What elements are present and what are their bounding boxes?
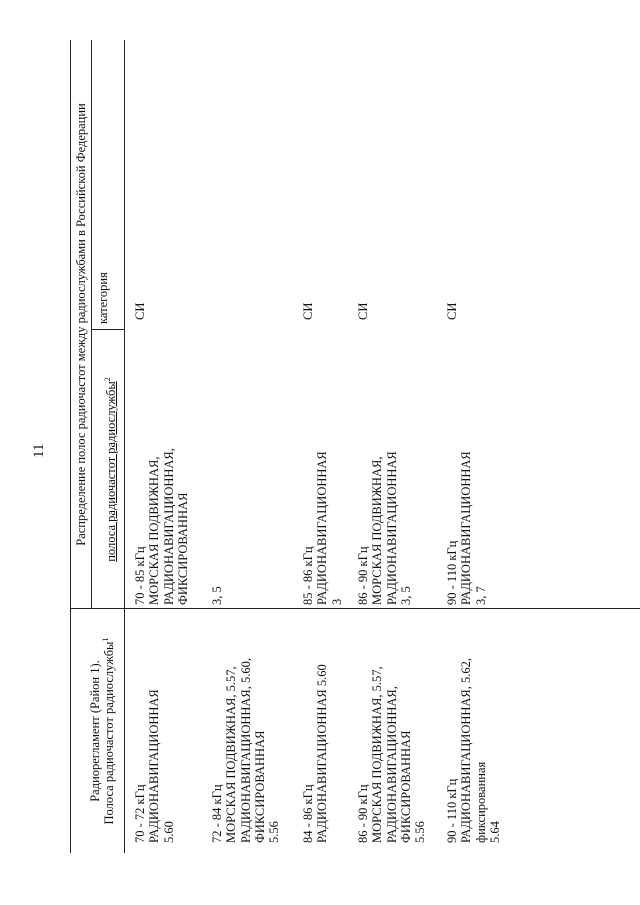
- row-4-rr: 86 - 90 кГц МОРСКАЯ ПОДВИЖНАЯ, 5.57, РАДИОНАВИГАЦИОННАЯ, ФИКСИРОВАННАЯ 5.56: [356, 666, 428, 843]
- header-rf-title: Распределение полос радиочастот между радиослужбами в Российской Федерации: [74, 103, 88, 546]
- header-bottom-border: [124, 40, 125, 853]
- table-top-border: [70, 40, 71, 853]
- row-1-rr: 70 - 72 кГц РАДИОНАВИГАЦИОННАЯ 5.60: [133, 689, 176, 843]
- row-5-rr: 90 - 110 кГц РАДИОНАВИГАЦИОННАЯ, 5.62, фиксированная 5.64: [445, 657, 502, 843]
- header-split-line: [91, 40, 92, 609]
- header-rr-title: Радиорегламент (Район 1).: [88, 660, 102, 802]
- row-3-rr: 84 - 86 кГц РАДИОНАВИГАЦИОННАЯ 5.60: [301, 664, 330, 843]
- row-3-category: СИ: [301, 302, 315, 320]
- row-1-category: СИ: [133, 302, 147, 320]
- row-5-rf: 90 - 110 кГц РАДИОНАВИГАЦИОННАЯ 3, 7: [445, 451, 488, 605]
- page-number: 11: [31, 443, 47, 458]
- header-rf-band: полоса радиочастот радиослужбы$^2$: [102, 377, 118, 562]
- row-3-rf: 85 - 86 кГц РАДИОНАВИГАЦИОННАЯ 3: [301, 451, 344, 605]
- header-category: категория: [96, 272, 110, 324]
- row-2-rr: 72 - 84 кГц МОРСКАЯ ПОДВИЖНАЯ, 5.57, РАДИОНАВИГАЦИОННАЯ, 5.60, ФИКСИРОВАННАЯ 5.56: [210, 657, 282, 843]
- row-4-category: СИ: [356, 302, 370, 320]
- row-1-rf: 70 - 85 кГц МОРСКАЯ ПОДВИЖНАЯ, РАДИОНАВИГАЦИОННАЯ, ФИКСИРОВАННАЯ: [133, 448, 190, 605]
- row-5-category: СИ: [445, 302, 459, 320]
- header-rr-cell: [88, 609, 116, 853]
- header-rr-subtitle: Полоса радиочастот радиослужбы$^1$: [100, 637, 116, 825]
- column-divider-main: [70, 608, 640, 609]
- row-4-rf: 86 - 90 кГц МОРСКАЯ ПОДВИЖНАЯ, РАДИОНАВИГАЦИОННАЯ 3, 5: [356, 451, 413, 605]
- row-2-rf: 3, 5: [210, 586, 224, 605]
